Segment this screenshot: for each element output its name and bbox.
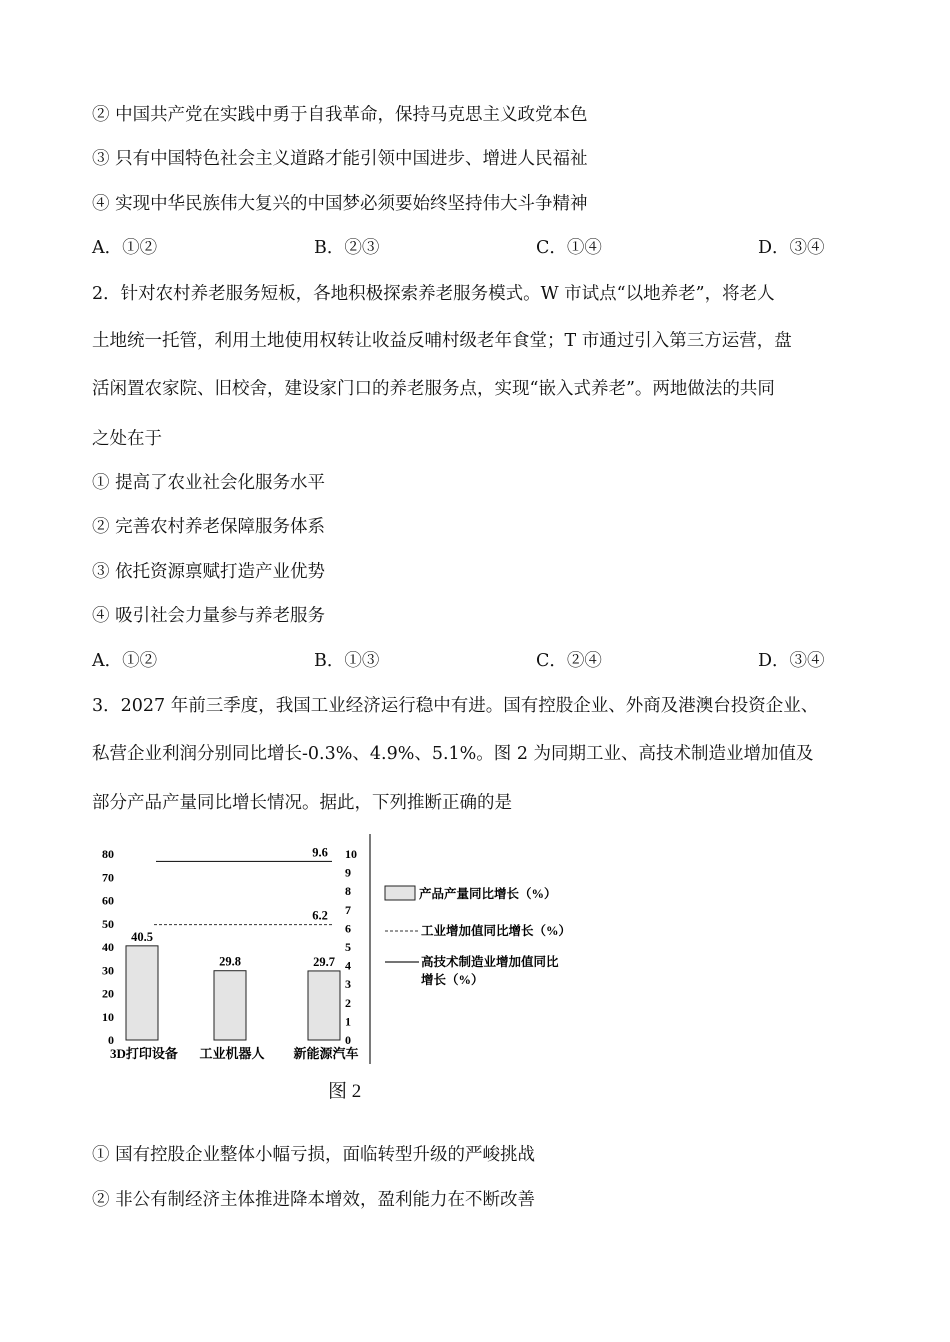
left-axis-tick-label: 30	[102, 963, 114, 978]
q2-item-2: ② 完善农村养老保障服务体系	[92, 517, 326, 537]
bar	[126, 946, 158, 1040]
q2-option-a[interactable]: A．①②	[92, 651, 158, 671]
q2-item-4: ④ 吸引社会力量参与养老服务	[92, 606, 326, 626]
category-label: 新能源汽车	[293, 1046, 359, 1061]
right-axis-tick-label: 6	[345, 921, 351, 936]
q3-stem-line: 部分产品产量同比增长情况。据此，下列推断正确的是	[92, 793, 512, 813]
figure-2-chart	[92, 826, 602, 1111]
legend-bar-label: 产品产量同比增长（%）	[419, 887, 557, 901]
q2-option-d[interactable]: D．③④	[758, 651, 825, 671]
right-axis-tick-label: 3	[345, 977, 351, 992]
chart-svg	[92, 826, 602, 1076]
left-axis-tick-label: 0	[108, 1033, 114, 1047]
legend-dashed-label: 工业增加值同比增长（%）	[421, 924, 572, 938]
legend-bar-swatch	[385, 886, 415, 900]
right-axis-tick-label: 10	[345, 847, 357, 861]
q2-stem-line: 活闲置农家院、旧校舍，建设家门口的养老服务点，实现“嵌入式养老”。两地做法的共同	[92, 379, 775, 399]
bar-value-label: 29.8	[219, 954, 241, 969]
left-axis-tick-label: 20	[102, 986, 114, 1001]
q2-stem-line: 土地统一托管，利用土地使用权转让收益反哺村级老年食堂；T 市通过引入第三方运营，盘	[92, 331, 792, 351]
q1-option-a[interactable]: A．①②	[92, 238, 158, 258]
q1-option-d[interactable]: D．③④	[758, 238, 825, 258]
right-axis-tick-label: 9	[345, 865, 351, 880]
bar	[308, 971, 340, 1040]
q3-stem-line: 私营企业利润分别同比增长-0.3%、4.9%、5.1%。图 2 为同期工业、高技术制造业增加值及	[92, 744, 814, 764]
right-axis-tick-label: 0	[345, 1033, 351, 1047]
category-label: 工业机器人	[199, 1046, 265, 1061]
q2-option-b[interactable]: B．①③	[314, 651, 380, 671]
q1-option-c[interactable]: C．①④	[536, 238, 602, 258]
right-axis-tick-label: 7	[345, 902, 351, 917]
legend-solid-label: 高技术制造业增加值同比	[421, 955, 559, 969]
right-axis-tick-label: 8	[345, 884, 351, 899]
figure-caption: 图 2	[328, 1081, 362, 1102]
q3-stem-line: 3．2027 年前三季度，我国工业经济运行稳中有进。国有控股企业、外商及港澳台投资企业、	[92, 696, 819, 716]
q2-stem-line: 2．针对农村养老服务短板，各地积极探索养老服务模式。W 市试点“以地养老”，将老人	[92, 284, 775, 304]
right-axis-tick-label: 2	[345, 995, 351, 1010]
q1-item-4: ④ 实现中华民族伟大复兴的中国梦必须要始终坚持伟大斗争精神	[92, 194, 588, 214]
q1-item-2: ② 中国共产党在实践中勇于自我革命，保持马克思主义政党本色	[92, 105, 588, 125]
right-axis-tick-label: 5	[345, 940, 351, 954]
bar-value-label: 29.7	[313, 954, 335, 969]
line-value-label: 9.6	[312, 845, 328, 860]
q1-option-b[interactable]: B．②③	[314, 238, 380, 258]
legend-solid-label-cont: 增长（%）	[421, 973, 484, 987]
right-axis-tick-label: 1	[345, 1014, 351, 1029]
q2-stem-line: 之处在于	[92, 429, 162, 449]
left-axis-tick-label: 40	[102, 940, 114, 954]
q2-item-3: ③ 依托资源禀赋打造产业优势	[92, 562, 326, 582]
q1-item-3: ③ 只有中国特色社会主义道路才能引领中国进步、增进人民福祉	[92, 149, 588, 169]
left-axis-tick-label: 50	[102, 916, 114, 931]
bar	[214, 971, 246, 1040]
right-axis-tick-label: 4	[345, 958, 351, 973]
q3-item-1: ① 国有控股企业整体小幅亏损，面临转型升级的严峻挑战	[92, 1145, 536, 1165]
left-axis-tick-label: 10	[102, 1009, 114, 1024]
left-axis-tick-label: 60	[102, 893, 114, 908]
q2-item-1: ① 提高了农业社会化服务水平	[92, 473, 326, 493]
category-label: 3D打印设备	[110, 1046, 178, 1061]
q2-option-c[interactable]: C．②④	[536, 651, 602, 671]
q3-item-2: ② 非公有制经济主体推进降本增效，盈利能力在不断改善	[92, 1190, 536, 1210]
bar-value-label: 40.5	[131, 929, 153, 944]
left-axis-tick-label: 70	[102, 870, 114, 885]
left-axis-tick-label: 80	[102, 847, 114, 861]
line-value-label: 6.2	[312, 908, 328, 923]
